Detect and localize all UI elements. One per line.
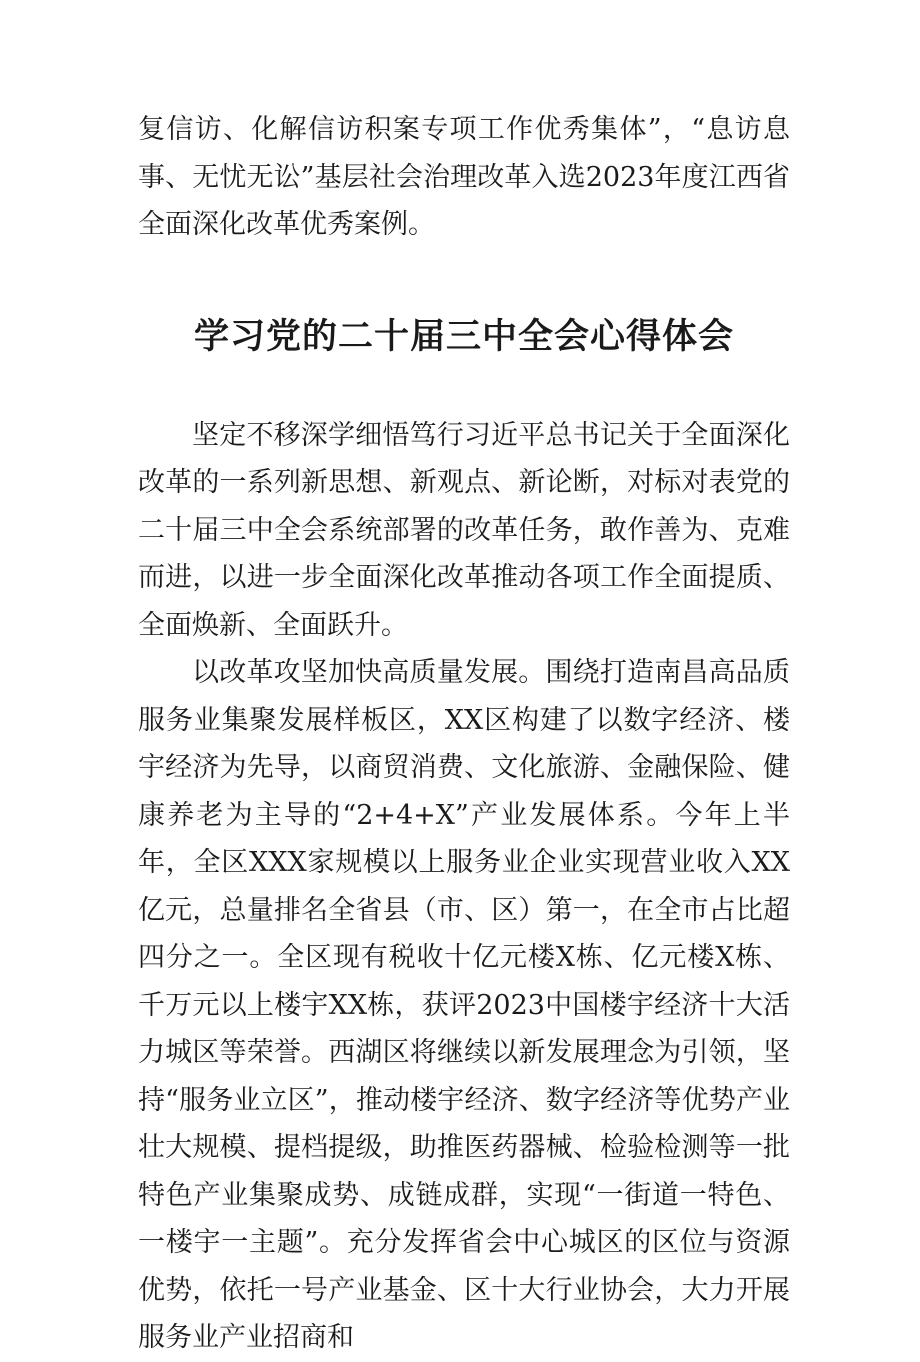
continuation-paragraph: 复信访、化解信访积案专项工作优秀集体”，“息访息事、无忧无讼”基层社会治理改革入选2023年度江西省全面深化改革优秀案例。 <box>138 114 790 240</box>
body-paragraph-2: 以改革攻坚加快高质量发展。围绕打造南昌高品质服务业集聚发展样板区，XX区构建了以数字经济、楼宇经济为先导，以商贸消费、文化旅游、金融保险、健康养老为主导的“2+4+X”产业发展体系。今年上半年，全区XXX家规模以上服务业企业实现营业收入XX亿元，总量排名全省县（市、区）第一，在全市占比超四分之一。全区现有税收十亿元楼X栋、亿元楼X栋、千万元以上楼宇XX栋，获评2023中国楼宇经济十大活力城区等荣誉。西湖区将继续以新发展理念为引领，坚持“服务业立区”，推动楼宇经济、数字经济等优势产业壮大规模、提档提级，助推医药器械、检验检测等一批特色产业集聚成势、成链成群，实现“一街道一特色、一楼宇一主题”。充分发挥省会中心城区的区位与资源优势，依托一号产业基金、区十大行业协会，大力开展服务业产业招商和 <box>138 657 790 1353</box>
document-body <box>138 106 790 1362</box>
document-title: 学习党的二十届三中全会心得体会 <box>193 315 734 357</box>
body-paragraph-1: 坚定不移深学细悟笃行习近平总书记关于全面深化改革的一系列新思想、新观点、新论断，对标对表党的二十届三中全会系统部署的改革任务，敢作善为、克难而进，以进一步全面深化改革推动各项工作全面提质、全面焕新、全面跃升。 <box>138 419 790 641</box>
